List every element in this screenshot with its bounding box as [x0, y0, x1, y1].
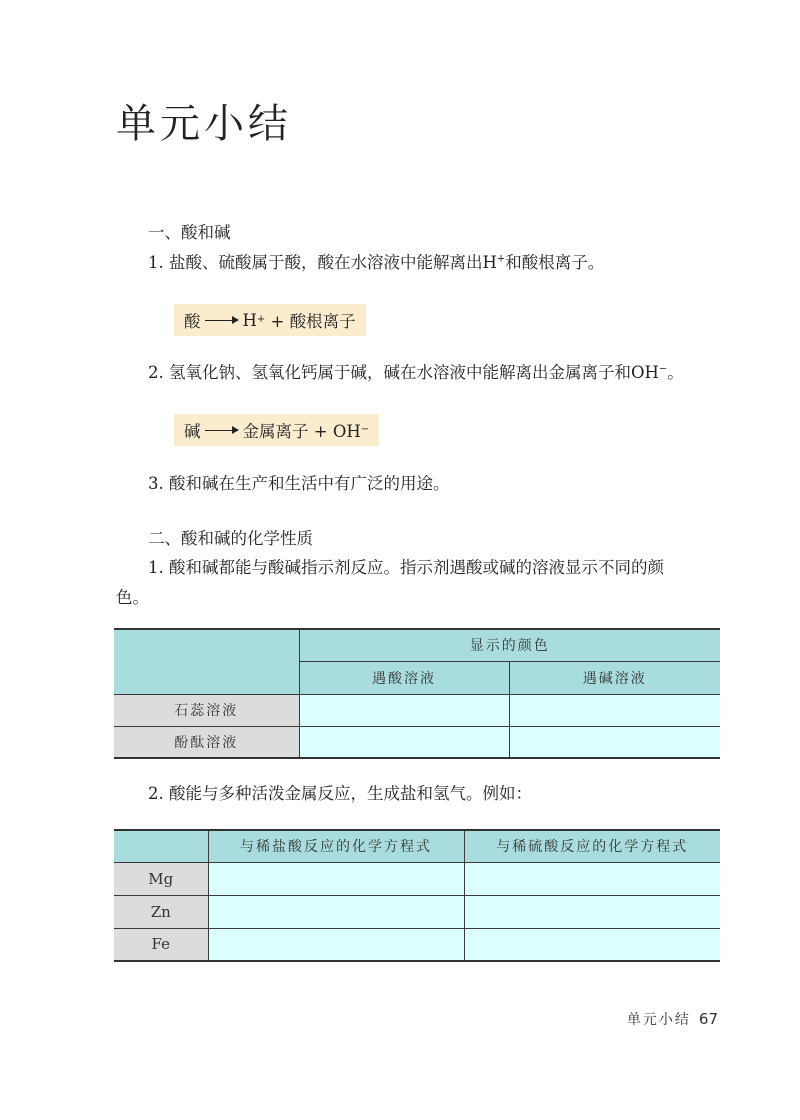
s2-item-1-line-1: 1. 酸和碱都能与酸碱指示剂反应。指示剂遇酸或碱的溶液显示不同的颜 [148, 558, 664, 577]
metal-reaction-table [114, 829, 720, 962]
table1-row-header: 石蕊溶液 [114, 694, 299, 726]
table2-row-header: Zn [114, 895, 208, 928]
item-1-text-b: 和酸根离子。 [505, 253, 605, 272]
table2-col-header-h2so4: 与稀硫酸反应的化学方程式 [464, 830, 720, 862]
page-title: 单元小结 [116, 101, 292, 147]
s2-item-1-line-2: 色。 [116, 588, 149, 607]
s2-item-2-text: 2. 酸能与多种活泼金属反应，生成盐和氢气。例如： [148, 784, 532, 803]
footer-label: 单元小结 [626, 1012, 691, 1028]
section-heading-chem-properties: 二、酸和碱的化学性质 [148, 529, 313, 548]
table2-row-header: Fe [114, 928, 208, 961]
item-2-text-a: 2. 氢氧化钠、氢氧化钙属于碱，碱在水溶液中能解离出金属离子和OH [148, 363, 659, 382]
formula-base-lhs: 碱 [184, 422, 201, 441]
formula-base: 碱 金属离子 + OH − [174, 414, 379, 446]
table1-col-header-base: 遇碱溶液 [509, 661, 720, 694]
indicator-color-table [114, 628, 720, 759]
item-1-text [148, 251, 604, 275]
formula-acid: 酸 H + + 酸根离子 [174, 304, 366, 336]
table2-answer-cell[interactable] [208, 928, 464, 961]
table2-answer-cell[interactable] [208, 862, 464, 895]
table2-col-header-hcl: 与稀盐酸反应的化学方程式 [208, 830, 464, 862]
formula-acid-lhs: 酸 [184, 312, 201, 331]
page-footer [627, 1009, 718, 1029]
table1-row-header: 酚酞溶液 [114, 726, 299, 758]
right-arrow-icon [205, 315, 239, 325]
table2-answer-cell[interactable] [464, 928, 720, 961]
table1-corner-cell [114, 629, 299, 694]
right-arrow-icon [205, 425, 239, 435]
item-1-superscript: + [496, 253, 506, 265]
table1-group-header: 显示的颜色 [299, 629, 720, 661]
table2-corner-cell [114, 830, 208, 862]
item-3-text: 3. 酸和碱在生产和生活中有广泛的用途。 [148, 474, 450, 493]
formula-base-rhs: 金属离子 + OH [242, 422, 361, 441]
table2-answer-cell[interactable] [208, 895, 464, 928]
item-2-superscript: − [658, 363, 668, 375]
item-2-text [148, 361, 684, 385]
table2-row-header: Mg [114, 862, 208, 895]
table1-col-header-acid: 遇酸溶液 [299, 661, 509, 694]
table1-answer-cell[interactable] [509, 726, 720, 758]
table2-answer-cell[interactable] [464, 895, 720, 928]
formula-acid-rhs: + 酸根离子 [265, 312, 356, 331]
formula-acid-ion: H [242, 310, 257, 330]
section-heading-acids-bases: 一、酸和碱 [148, 223, 231, 242]
item-1-text-a: 1. 盐酸、硫酸属于酸，酸在水溶液中能解离出H [148, 253, 497, 272]
table2-answer-cell[interactable] [464, 862, 720, 895]
table1-answer-cell[interactable] [509, 694, 720, 726]
item-2-text-b: 。 [667, 363, 684, 382]
table1-answer-cell[interactable] [299, 694, 509, 726]
page-number: 67 [698, 1010, 718, 1028]
table1-answer-cell[interactable] [299, 726, 509, 758]
